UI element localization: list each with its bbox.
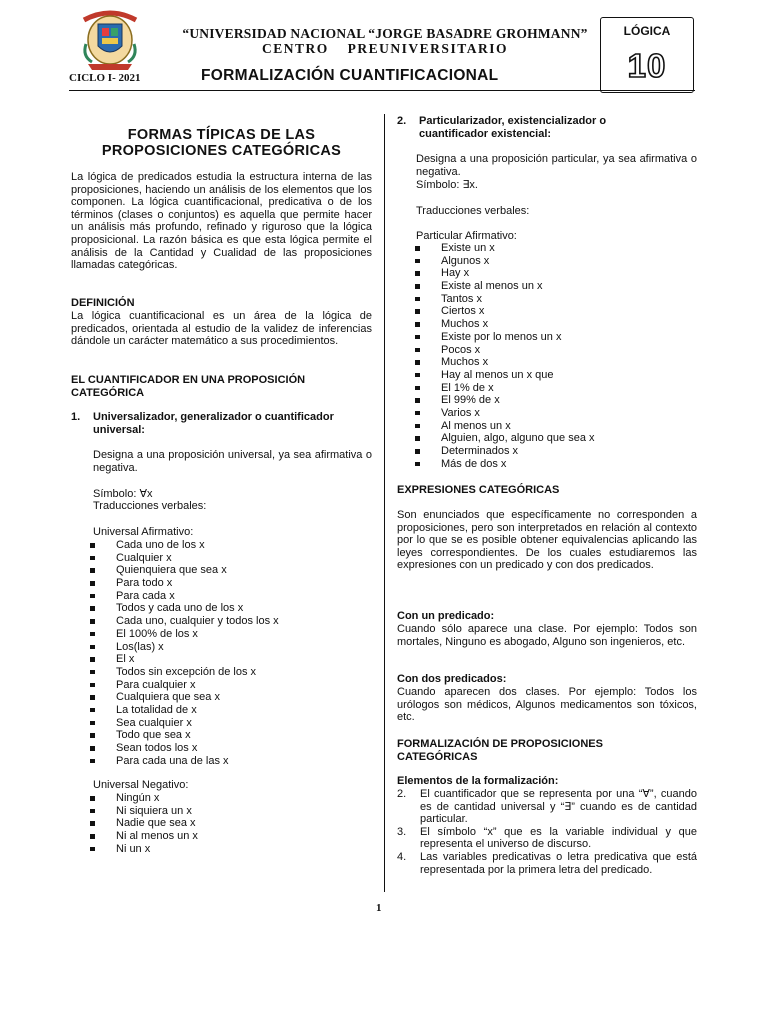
list-item: Sea cualquier x: [88, 717, 372, 730]
verbal-translations-label: Traducciones verbales:: [93, 500, 207, 512]
existential-description: Designa a una proposición particular, ya sea afirmativa o negativa.: [416, 153, 697, 178]
categorical-expressions-paragraph: Son enunciados que específicamente no corresponden a proposiciones, pero son interpretados en relación al contexto por lo que se es posible obtener equivalencias aplicando las leyes correspondientes. De los cuales estudiaremos las expresiones con un predicado y con dos predicados.: [397, 509, 697, 572]
universal-description: Designa a una proposición universal, ya sea afirmativa o negativa.: [93, 449, 372, 474]
center-name: CENTRO PREUNIVERSITARIO: [262, 41, 508, 56]
column-divider: [384, 114, 385, 892]
university-logo: [74, 6, 146, 72]
particular-affirmative-list: [413, 242, 697, 470]
list-item: Hay x: [413, 267, 697, 280]
list-item: [397, 826, 697, 851]
list-item: Los(las) x: [88, 641, 372, 654]
list-item: Ni un x: [88, 843, 372, 856]
list-item: Para cualquier x: [88, 679, 372, 692]
list-item: La totalidad de x: [88, 704, 372, 717]
document-title: FORMALIZACIÓN CUANTIFICACIONAL: [201, 67, 499, 84]
list-item: Algunos x: [413, 255, 697, 268]
list-item: Tantos x: [413, 293, 697, 306]
list-item: Nadie que sea x: [88, 817, 372, 830]
subject-number-box: [600, 17, 694, 93]
list-item: Ni siquiera un x: [88, 805, 372, 818]
universal-quantifier-item: [71, 411, 372, 441]
one-predicate-heading: Con un predicado:: [397, 610, 495, 622]
item-number: 3.: [397, 825, 407, 838]
list-item: El 100% de los x: [88, 628, 372, 641]
item-text: El cuantificador que se representa por una “∀”, cuando es de cantidad universal y “∃” cuando es de cantidad particular.: [420, 788, 697, 826]
item-number: 1.: [71, 411, 81, 423]
one-predicate-paragraph: Cuando sólo aparece una clase. Por ejemplo: Todos son mortales, Ninguno es abogado, Alguno son ingenieros, etc.: [397, 623, 697, 648]
universal-affirmative-list: [88, 539, 372, 767]
list-item: Pocos x: [413, 344, 697, 357]
existential-symbol: Símbolo: ∃x.: [416, 179, 478, 191]
item-number: 4.: [397, 850, 407, 863]
list-item: Cualquier x: [88, 552, 372, 565]
universal-negative-list: [88, 792, 372, 855]
formalization-elements-list: [397, 788, 697, 876]
list-item: Sean todos los x: [88, 742, 372, 755]
item-title: Particularizador, existencializador o cuantificador existencial:: [419, 115, 607, 140]
list-item: Ningún x: [88, 792, 372, 805]
list-item: El x: [88, 653, 372, 666]
definition-paragraph: La lógica cuantificacional es un área de la lógica de predicados, orientada al estudio de la validez de inferencias dándole un carácter matemático a sus procedimientos.: [71, 310, 372, 348]
intro-paragraph: La lógica de predicados estudia la estructura interna de las proposiciones, haciendo un análisis de los elementos que los componen. La lógica cuantificacional, predicativa o de los términos (clases o conjuntos) es aquella que permite hacer un análisis más profundo, refinado y riguroso que la lógica proposicional. La razón básica es que esta lógica permite el análisis de la Cantidad y Cualidad de las proposiciones llamadas categóricas.: [71, 171, 372, 272]
list-item: Muchos x: [413, 356, 697, 369]
list-item: Quienquiera que sea x: [88, 564, 372, 577]
particular-affirmative-label: Particular Afirmativo:: [416, 230, 517, 242]
list-item: Todos sin excepción de los x: [88, 666, 372, 679]
list-item: Al menos un x: [413, 420, 697, 433]
item-text: Las variables predicativas o letra predicativa que está representada por la primera letra del predicado.: [420, 850, 697, 876]
universal-symbol: Símbolo: ∀x: [93, 488, 153, 500]
list-item: Para todo x: [88, 577, 372, 590]
categorical-expressions-heading: EXPRESIONES CATEGÓRICAS: [397, 484, 560, 496]
formalization-heading: FORMALIZACIÓN DE PROPOSICIONES CATEGÓRICAS: [397, 738, 603, 763]
item-number: 2.: [397, 115, 407, 127]
list-item: Varios x: [413, 407, 697, 420]
university-name: “UNIVERSIDAD NACIONAL “JORGE BASADRE GROHMANN”: [182, 26, 588, 41]
list-item: Para cada una de las x: [88, 755, 372, 768]
list-item: Existe por lo menos un x: [413, 331, 697, 344]
list-item: [397, 788, 697, 826]
list-item: Cada uno de los x: [88, 539, 372, 552]
list-item: Más de dos x: [413, 458, 697, 471]
universal-negative-label: Universal Negativo:: [93, 779, 189, 791]
item-title: Universalizador, generalizador o cuantificador universal:: [93, 411, 334, 436]
elements-heading: Elementos de la formalización:: [397, 775, 559, 787]
cycle-label: CICLO I- 2021: [69, 72, 141, 84]
list-item: Hay al menos un x que: [413, 369, 697, 382]
section-title: FORMAS TÍPICAS DE LAS PROPOSICIONES CATEGÓRICAS: [101, 127, 342, 159]
list-item: Alguien, algo, alguno que sea x: [413, 432, 697, 445]
list-item: Cada uno, cualquier y todos los x: [88, 615, 372, 628]
list-item: Existe un x: [413, 242, 697, 255]
definition-heading: DEFINICIÓN: [71, 297, 135, 309]
item-number: 2.: [397, 788, 407, 800]
list-item: Todos y cada uno de los x: [88, 602, 372, 615]
subject-label: LÓGICA: [623, 24, 671, 38]
existential-quantifier-item: [397, 115, 697, 143]
list-item: El 99% de x: [413, 394, 697, 407]
list-item: Existe al menos un x: [413, 280, 697, 293]
list-item: Determinados x: [413, 445, 697, 458]
list-item: Para cada x: [88, 590, 372, 603]
item-text: El símbolo “x” que es la variable individual y que representa el universo de discurso.: [420, 825, 697, 851]
list-item: Todo que sea x: [88, 729, 372, 742]
page-number: 1: [376, 902, 382, 914]
list-item: Muchos x: [413, 318, 697, 331]
list-item: El 1% de x: [413, 382, 697, 395]
session-number: 10: [627, 47, 667, 84]
list-item: Ciertos x: [413, 305, 697, 318]
two-predicates-paragraph: Cuando aparecen dos clases. Por ejemplo: Todos los urólogos son médicos, Algunos medicamentos son tóxicos, etc.: [397, 686, 697, 724]
universal-affirmative-label: Universal Afirmativo:: [93, 526, 194, 538]
list-item: Ni al menos un x: [88, 830, 372, 843]
two-predicates-heading: Con dos predicados:: [397, 673, 507, 685]
quantifier-heading: EL CUANTIFICADOR EN UNA PROPOSICIÓN CATEGÓRICA: [71, 374, 306, 399]
verbal-translations-label: Traducciones verbales:: [416, 205, 530, 217]
list-item: [397, 851, 697, 876]
list-item: Cualquiera que sea x: [88, 691, 372, 704]
